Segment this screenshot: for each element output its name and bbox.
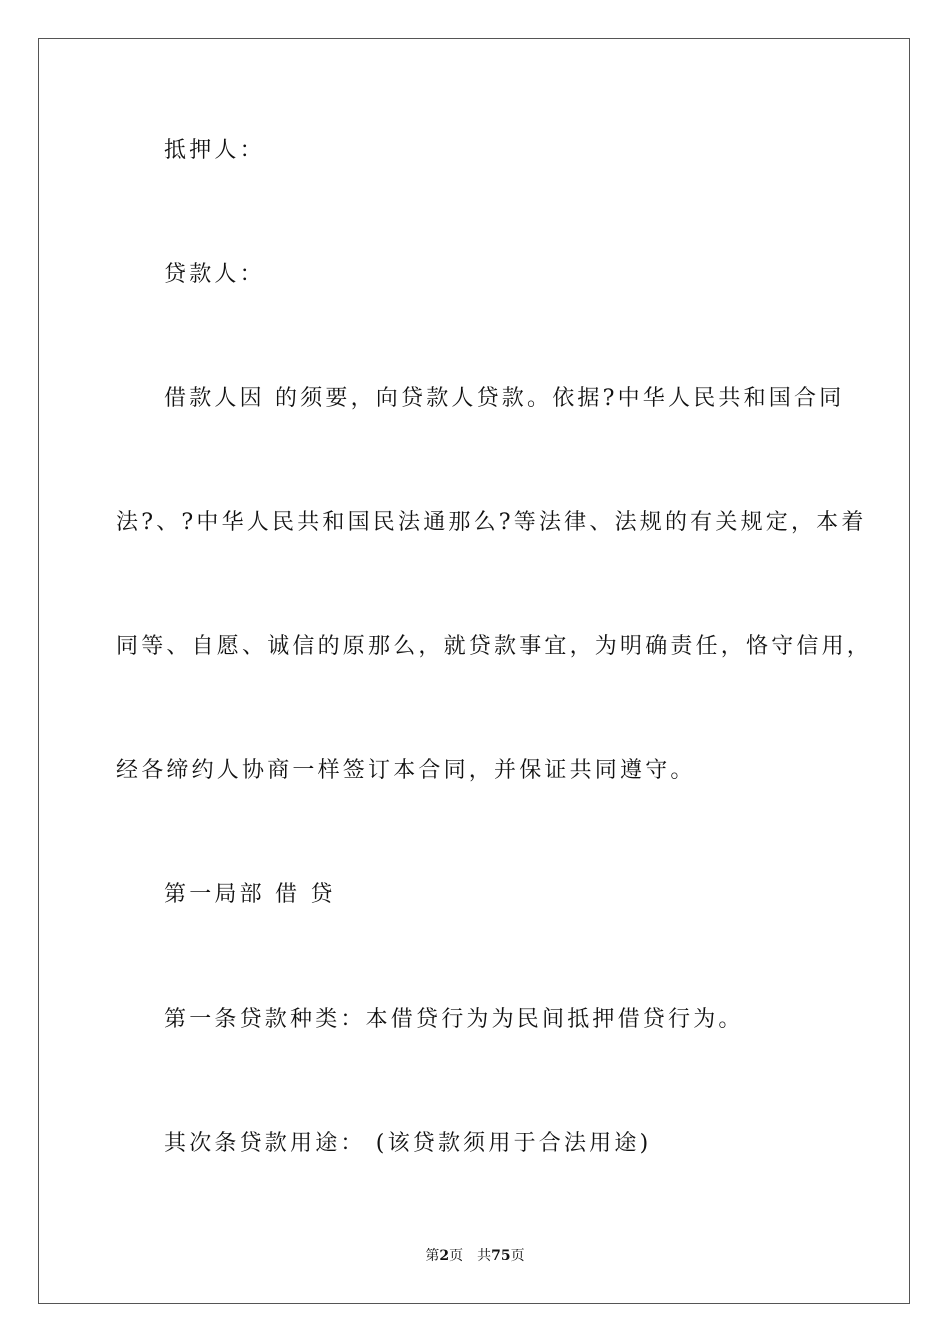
section-heading-loan: 第一局部 借 贷 [164, 882, 336, 907]
footer-page-number: 2 [439, 1248, 450, 1264]
article-loan-type: 第一条贷款种类：本借贷行为为民间抵押借贷行为。 [164, 1007, 744, 1032]
footer-page-suffix: 页 [449, 1248, 464, 1264]
page-frame [38, 38, 910, 1304]
footer-total-prefix: 共 [477, 1248, 492, 1264]
paragraph-mortgagor: 抵押人： [164, 138, 265, 163]
footer-total-pages: 75 [491, 1248, 511, 1264]
paragraph-intro-line2: 法?、?中华人民共和国民法通那么?等法律、法规的有关规定，本着 [116, 510, 867, 535]
footer-total-suffix: 页 [510, 1248, 525, 1264]
paragraph-intro-line3: 同等、自愿、诚信的原那么，就贷款事宜，为明确责任，恪守信用， [116, 634, 873, 659]
paragraph-intro-line1: 借款人因 的须要，向贷款人贷款。依据?中华人民共和国合同 [164, 386, 845, 411]
page-footer [0, 1246, 950, 1266]
footer-prefix: 第 [425, 1248, 440, 1264]
paragraph-intro-line4: 经各缔约人协商一样签订本合同，并保证共同遵守。 [116, 758, 696, 783]
paragraph-lender: 贷款人： [164, 262, 265, 287]
article-loan-purpose: 其次条贷款用途： (该贷款须用于合法用途) [164, 1131, 652, 1156]
